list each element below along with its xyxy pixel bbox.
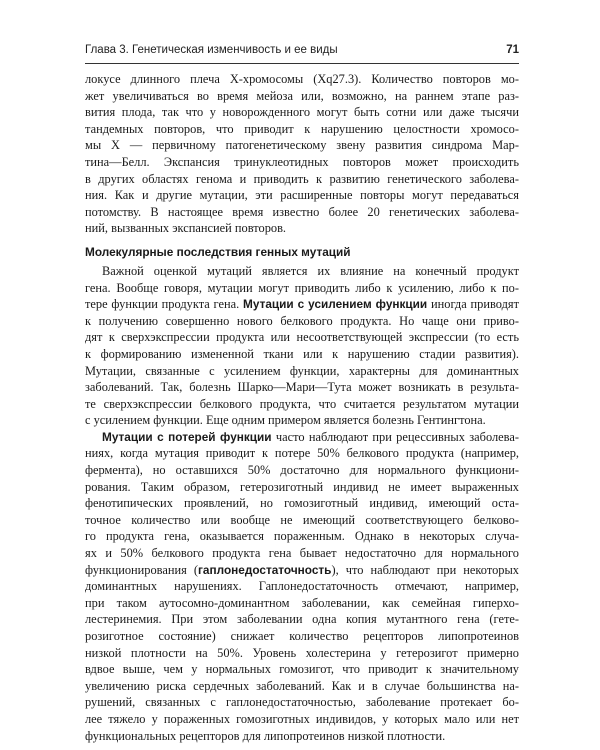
term-loss-of-function: Мутации с потерей функции [102, 429, 272, 444]
text-line: го продукта гена, оказывается пораженным. Однако в некоторых случа- [85, 529, 519, 544]
text-line: к формированию измененной ткани или к нарушению стадии развития). [85, 346, 519, 361]
text-line: к получению совершенно нового белкового продукта. Но чаще они приво- [85, 313, 519, 328]
text-line: дят к сверхэкспрессии продукта или несоответствующей экспрессии (то есть [85, 330, 519, 345]
text-line: низкой плотности на 50%. Уровень холестерина у гетерозигот примерно [85, 645, 519, 660]
text-line: доминантных нарушениях. Гаплонедостаточность отмечают, например, [85, 579, 519, 594]
text-line: фенотипических проявлений, но гомозиготный индивид, имеющий оста- [85, 496, 519, 511]
page-number: 71 [506, 44, 519, 56]
text-line: ния. Как и другие мутации, эти расширенные повторы могут передаваться [85, 188, 519, 203]
text-line: гена. Вообще говоря, мутации могут приводить либо к усилению, либо к по- [85, 280, 519, 295]
text-line: увеличению риска сердечных заболеваний. Как и в случае большинства на- [85, 678, 519, 693]
text-run: ), что наблюдают при некоторых [331, 562, 520, 577]
text-line [85, 562, 519, 579]
text-line: ниях, когда мутация приводит к потере 50% белкового продукта (например, [85, 446, 519, 461]
text-line: ях и 50% белкового продукта гена бывает недостаточно для нормального [85, 546, 519, 561]
text-line: рушений, связанных с гаплонедостаточностью, заболевание протекает бо- [85, 695, 519, 710]
text-run: тере функции продукта гена. [85, 297, 240, 312]
text-line: вития плода, так что у новорожденного могут быть сотни или даже тысячи [85, 105, 519, 120]
text-line: лее тяжело у пораженных гомозиготных индивидов, у которых мало или нет [85, 711, 519, 726]
text-line: с усилением функции. Еще одним примером является болезнь Гентингтона. [85, 413, 486, 428]
text-line: тандемных повторов, что приводит к нарушению целостности хромосо- [85, 121, 519, 136]
text-line: в других областях генома и приводить к развитию генетического заболева- [85, 171, 519, 186]
text-line: те сверхэкспрессии белкового продукта, что считается результатом мутации [85, 396, 519, 411]
text-line [85, 429, 519, 446]
text-line: тина—Белл. Экспансия тринуклеотидных повторов может происходить [85, 154, 519, 169]
text-line: фермента), но оставшихся 50% достаточно для нормального функциони- [85, 463, 519, 478]
text-run: иногда приводят [430, 297, 519, 312]
text-line: рования. Таким образом, гетерозиготный индивид не имеет выраженных [85, 479, 519, 494]
paragraph-2 [85, 263, 519, 429]
section-heading: Молекулярные последствия генных мутаций [85, 244, 351, 259]
text-line: Важной оценкой мутаций является их влияние на конечный продукт [102, 263, 519, 278]
text-line: розиготное состояние) снижает количество рецепторов липопротеинов [85, 629, 519, 643]
text-line: потомству. В настоящее время известно более 20 генетических заболева- [85, 204, 519, 219]
text-line: мы X — первичному патогенетическому звену развития синдрома Мар- [85, 138, 519, 153]
text-line: Мутации, связанные с усилением функции, характерны для доминантных [85, 363, 519, 378]
term-haploinsufficiency: гаплонедостаточность [198, 562, 332, 577]
text-run: функционирования ( [85, 562, 199, 577]
text-line: при таком аутосомно-доминантном заболевании, как семейная гиперхо- [85, 595, 519, 610]
text-line: точное количество или вообще не имеющий соответствующего белково- [85, 512, 519, 527]
header-rule [85, 63, 519, 64]
running-header [85, 44, 519, 62]
text-line: локусе длинного плеча X-хромосомы (Xq27.3). Количество повторов мо- [85, 72, 519, 86]
text-line: вдвое выше, чем у нормальных гомозигот, что приводит к значительному [85, 662, 519, 677]
text-line: заболеваний. Так, болезнь Шарко—Мари—Тута может возникать в результа- [85, 380, 519, 395]
paragraph-1 [85, 71, 519, 237]
text-line: ний, вызванных экспансией повторов. [85, 221, 287, 236]
text-line: функциональных рецепторов для липопротеинов низкой плотности. [85, 728, 446, 743]
paragraph-3 [85, 429, 519, 744]
term-gain-of-function: Мутации с усилением функции [243, 297, 428, 312]
text-run: часто наблюдают при рецессивных заболева- [275, 429, 519, 444]
text-line [85, 296, 519, 313]
text-line: лестеринемия. При этом заболевании одна копия мутантного гена (гете- [85, 612, 519, 627]
text-line: жет увеличиваться во время мейоза или, возможно, на раннем этапе раз- [85, 88, 519, 103]
running-title: Глава 3. Генетическая изменчивость и ее виды [85, 44, 338, 56]
page-body [85, 71, 519, 744]
